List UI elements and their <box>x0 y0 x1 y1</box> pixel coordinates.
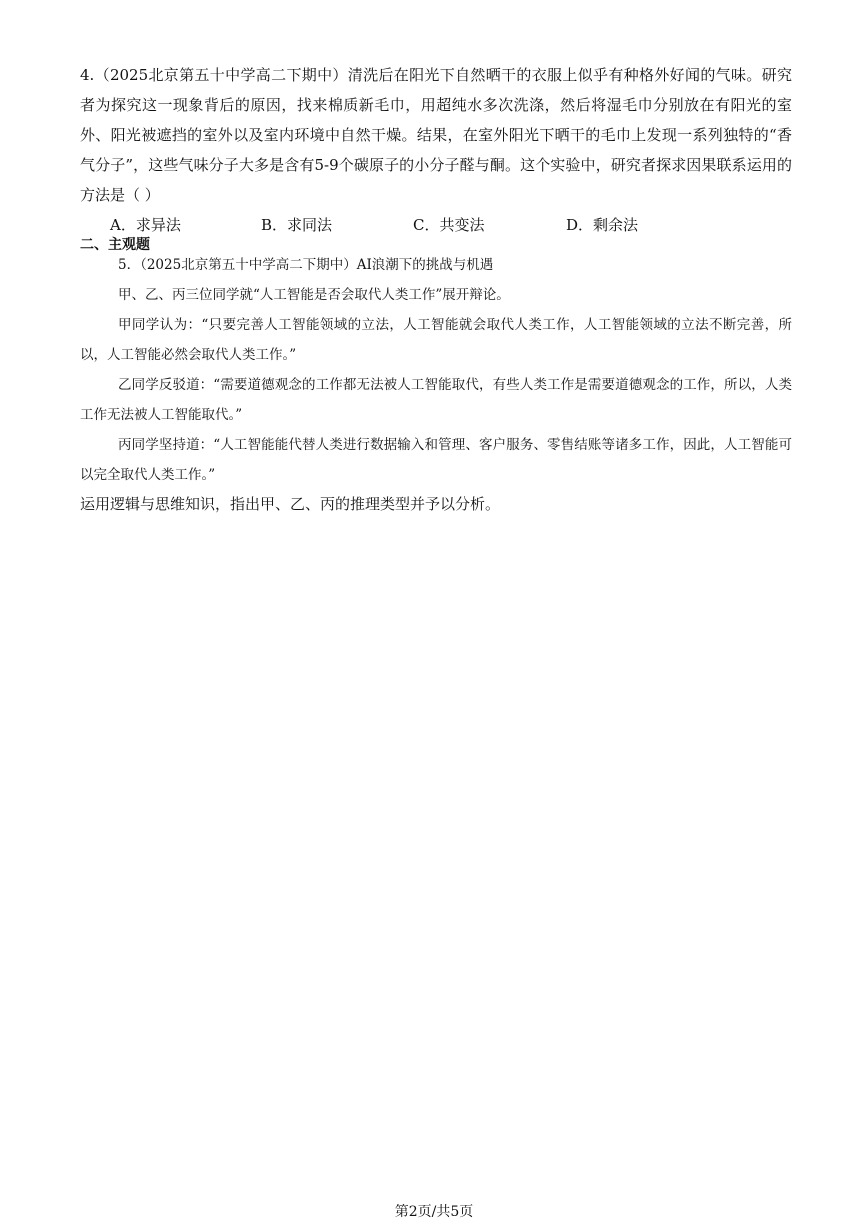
question-4-options <box>110 212 750 238</box>
option-c[interactable]: C．共变法 <box>413 216 485 234</box>
student-jia-argument: 甲同学认为：“只要完善人工智能领域的立法，人工智能就会取代人类工作，人工智能领域的立法不断完善，所以，人工智能必然会取代人类工作。” <box>80 317 792 363</box>
option-a[interactable]: A．求异法 <box>110 216 181 234</box>
question-4-stem: 4.（2025北京第五十中学高二下期中）清洗后在阳光下自然晒干的衣服上似乎有种格外好闻的气味。研究者为探究这一现象背后的原因，找来棉质新毛巾，用超纯水多次洗涤，然后将湿毛巾分别放在有阳光的室外、阳光被遮挡的室外以及室内环境中自然干燥。结果，在室外阳光下晒干的毛巾上发现一系列独特的“香气分子”，这些气味分子大多是含有5-9个碳原子的小分子醛与酮。这个实验中，研究者探求因果联系运用的方法是（ ） <box>80 66 792 204</box>
option-b[interactable]: B．求同法 <box>261 216 333 234</box>
question-5-task: 运用逻辑与思维知识，指出甲、乙、丙的推理类型并予以分析。 <box>80 495 501 513</box>
page-number: 第2页/共5页 <box>394 1204 474 1220</box>
student-yi-argument: 乙同学反驳道：“需要道德观念的工作都无法被人工智能取代，有些人类工作是需要道德观念的工作，所以，人类工作无法被人工智能取代。” <box>80 377 792 423</box>
section-heading-subjective: 二、主观题 <box>80 237 150 253</box>
question-5-intro: 甲、乙、丙三位同学就“人工智能是否会取代人类工作”展开辩论。 <box>118 287 510 303</box>
student-bing-argument: 丙同学坚持道：“人工智能能代替人类进行数据输入和管理、客户服务、零售结账等诸多工作，因此，人工智能可以完全取代人类工作。” <box>80 437 792 483</box>
option-d[interactable]: D．剩余法 <box>566 216 639 234</box>
question-5-header: 5．（2025北京第五十中学高二下期中）AI浪潮下的挑战与机遇 <box>118 257 494 273</box>
